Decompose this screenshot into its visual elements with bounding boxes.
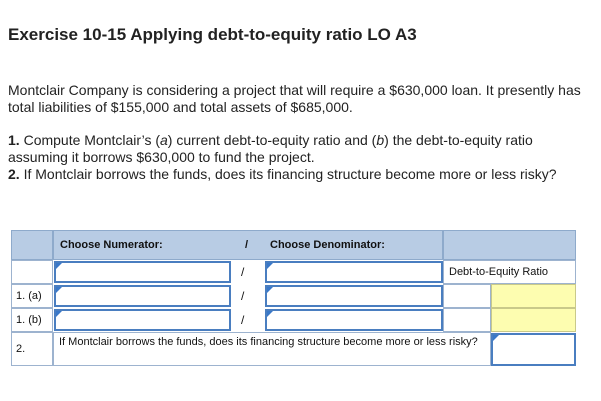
dropdown-marker-icon <box>56 287 62 293</box>
result-header-cell <box>443 260 576 284</box>
questions <box>8 132 593 183</box>
numerator-select-1a[interactable] <box>54 285 231 307</box>
row-1b-label: 1. (b) <box>16 314 42 326</box>
ratio-answer-1a[interactable] <box>491 284 576 308</box>
numerator-select-1b[interactable] <box>54 309 231 331</box>
exercise-title: Exercise 10-15 Applying debt-to-equity ratio LO A3 <box>8 25 417 44</box>
header-result-cell <box>443 230 576 260</box>
row-1b-label-cell <box>11 308 53 332</box>
numerator-header: Choose Numerator: <box>60 239 163 251</box>
divide-symbol-1b: / <box>241 313 245 327</box>
dropdown-marker-icon <box>267 263 273 269</box>
row-header-label-cell <box>11 260 53 284</box>
row-1a-label: 1. (a) <box>16 290 42 302</box>
scenario-text: Montclair Company is considering a project that will require a $630,000 loan. It presently has total liabilities of $155,000 and total assets of $685,000. <box>8 82 581 115</box>
header-blank-cell <box>11 230 53 260</box>
dropdown-marker-icon <box>56 263 62 269</box>
dropdown-marker-icon <box>56 311 62 317</box>
row-2-label-cell <box>11 332 53 366</box>
question-2: 2. If Montclair borrows the funds, does its financing structure become more or less risky? <box>8 166 557 182</box>
divide-header: / <box>245 239 249 251</box>
risk-answer-select[interactable] <box>491 333 576 366</box>
ratio-answer-1b[interactable] <box>491 308 576 332</box>
header-denominator-select[interactable] <box>265 261 443 283</box>
dropdown-marker-icon <box>267 287 273 293</box>
dropdown-marker-icon <box>493 335 499 341</box>
question-2-number: 2. <box>8 166 20 182</box>
question-1: 1. Compute Montclair’s (a) current debt-to-equity ratio and (b) the debt-to-equity ratio assuming it borrows $630,000 to fund the project. <box>8 132 533 165</box>
header-numerator-select[interactable] <box>54 261 231 283</box>
result-header: Debt-to-Equity Ratio <box>449 266 549 278</box>
row-2-question-cell <box>53 332 491 366</box>
question-1-number: 1. <box>8 132 20 148</box>
row-1b-spacer <box>443 308 491 332</box>
header-formula-cell <box>53 230 443 260</box>
row-1a-spacer <box>443 284 491 308</box>
ratio-table <box>11 230 576 366</box>
row-2-question: If Montclair borrows the funds, does its financing structure become more or less risky? <box>59 336 478 348</box>
row-1a-label-cell <box>11 284 53 308</box>
denominator-select-1b[interactable] <box>265 309 443 331</box>
denominator-select-1a[interactable] <box>265 285 443 307</box>
row-2-label: 2. <box>16 343 26 355</box>
dropdown-marker-icon <box>267 311 273 317</box>
header-divide-symbol: / <box>241 265 245 279</box>
divide-symbol-1a: / <box>241 289 245 303</box>
denominator-header: Choose Denominator: <box>270 239 385 251</box>
